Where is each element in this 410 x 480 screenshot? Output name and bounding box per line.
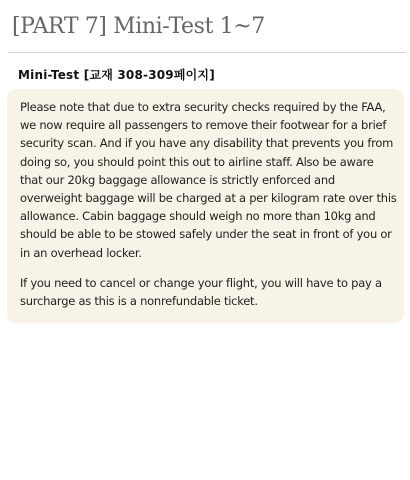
title-divider: [8, 52, 406, 53]
passage-paragraph-2: If you need to cancel or change your flight, you will have to pay a surcharge as this is a nonrefundable ticket.: [20, 275, 382, 309]
section-heading: Mini-Test [교재 308-309페이지]: [18, 68, 215, 82]
passage-box: [7, 89, 404, 323]
page-title: [PART 7] Mini-Test 1~7: [12, 14, 265, 39]
passage-paragraph-1: Please note that due to extra security checks required by the FAA, we now require all passengers to remove their footwear for a brief security scan. And if you have any disability that prevents you from doing so, you should point this out to airline staff. Also be aware that our 20kg baggage allowance is strictly enforced and overweight baggage will be charged at a per kilogram rate over this allowance. Cabin baggage should weigh no more than 10kg and should be able to be stowed safely under the seat in front of you or in an overhead locker.: [20, 100, 397, 260]
